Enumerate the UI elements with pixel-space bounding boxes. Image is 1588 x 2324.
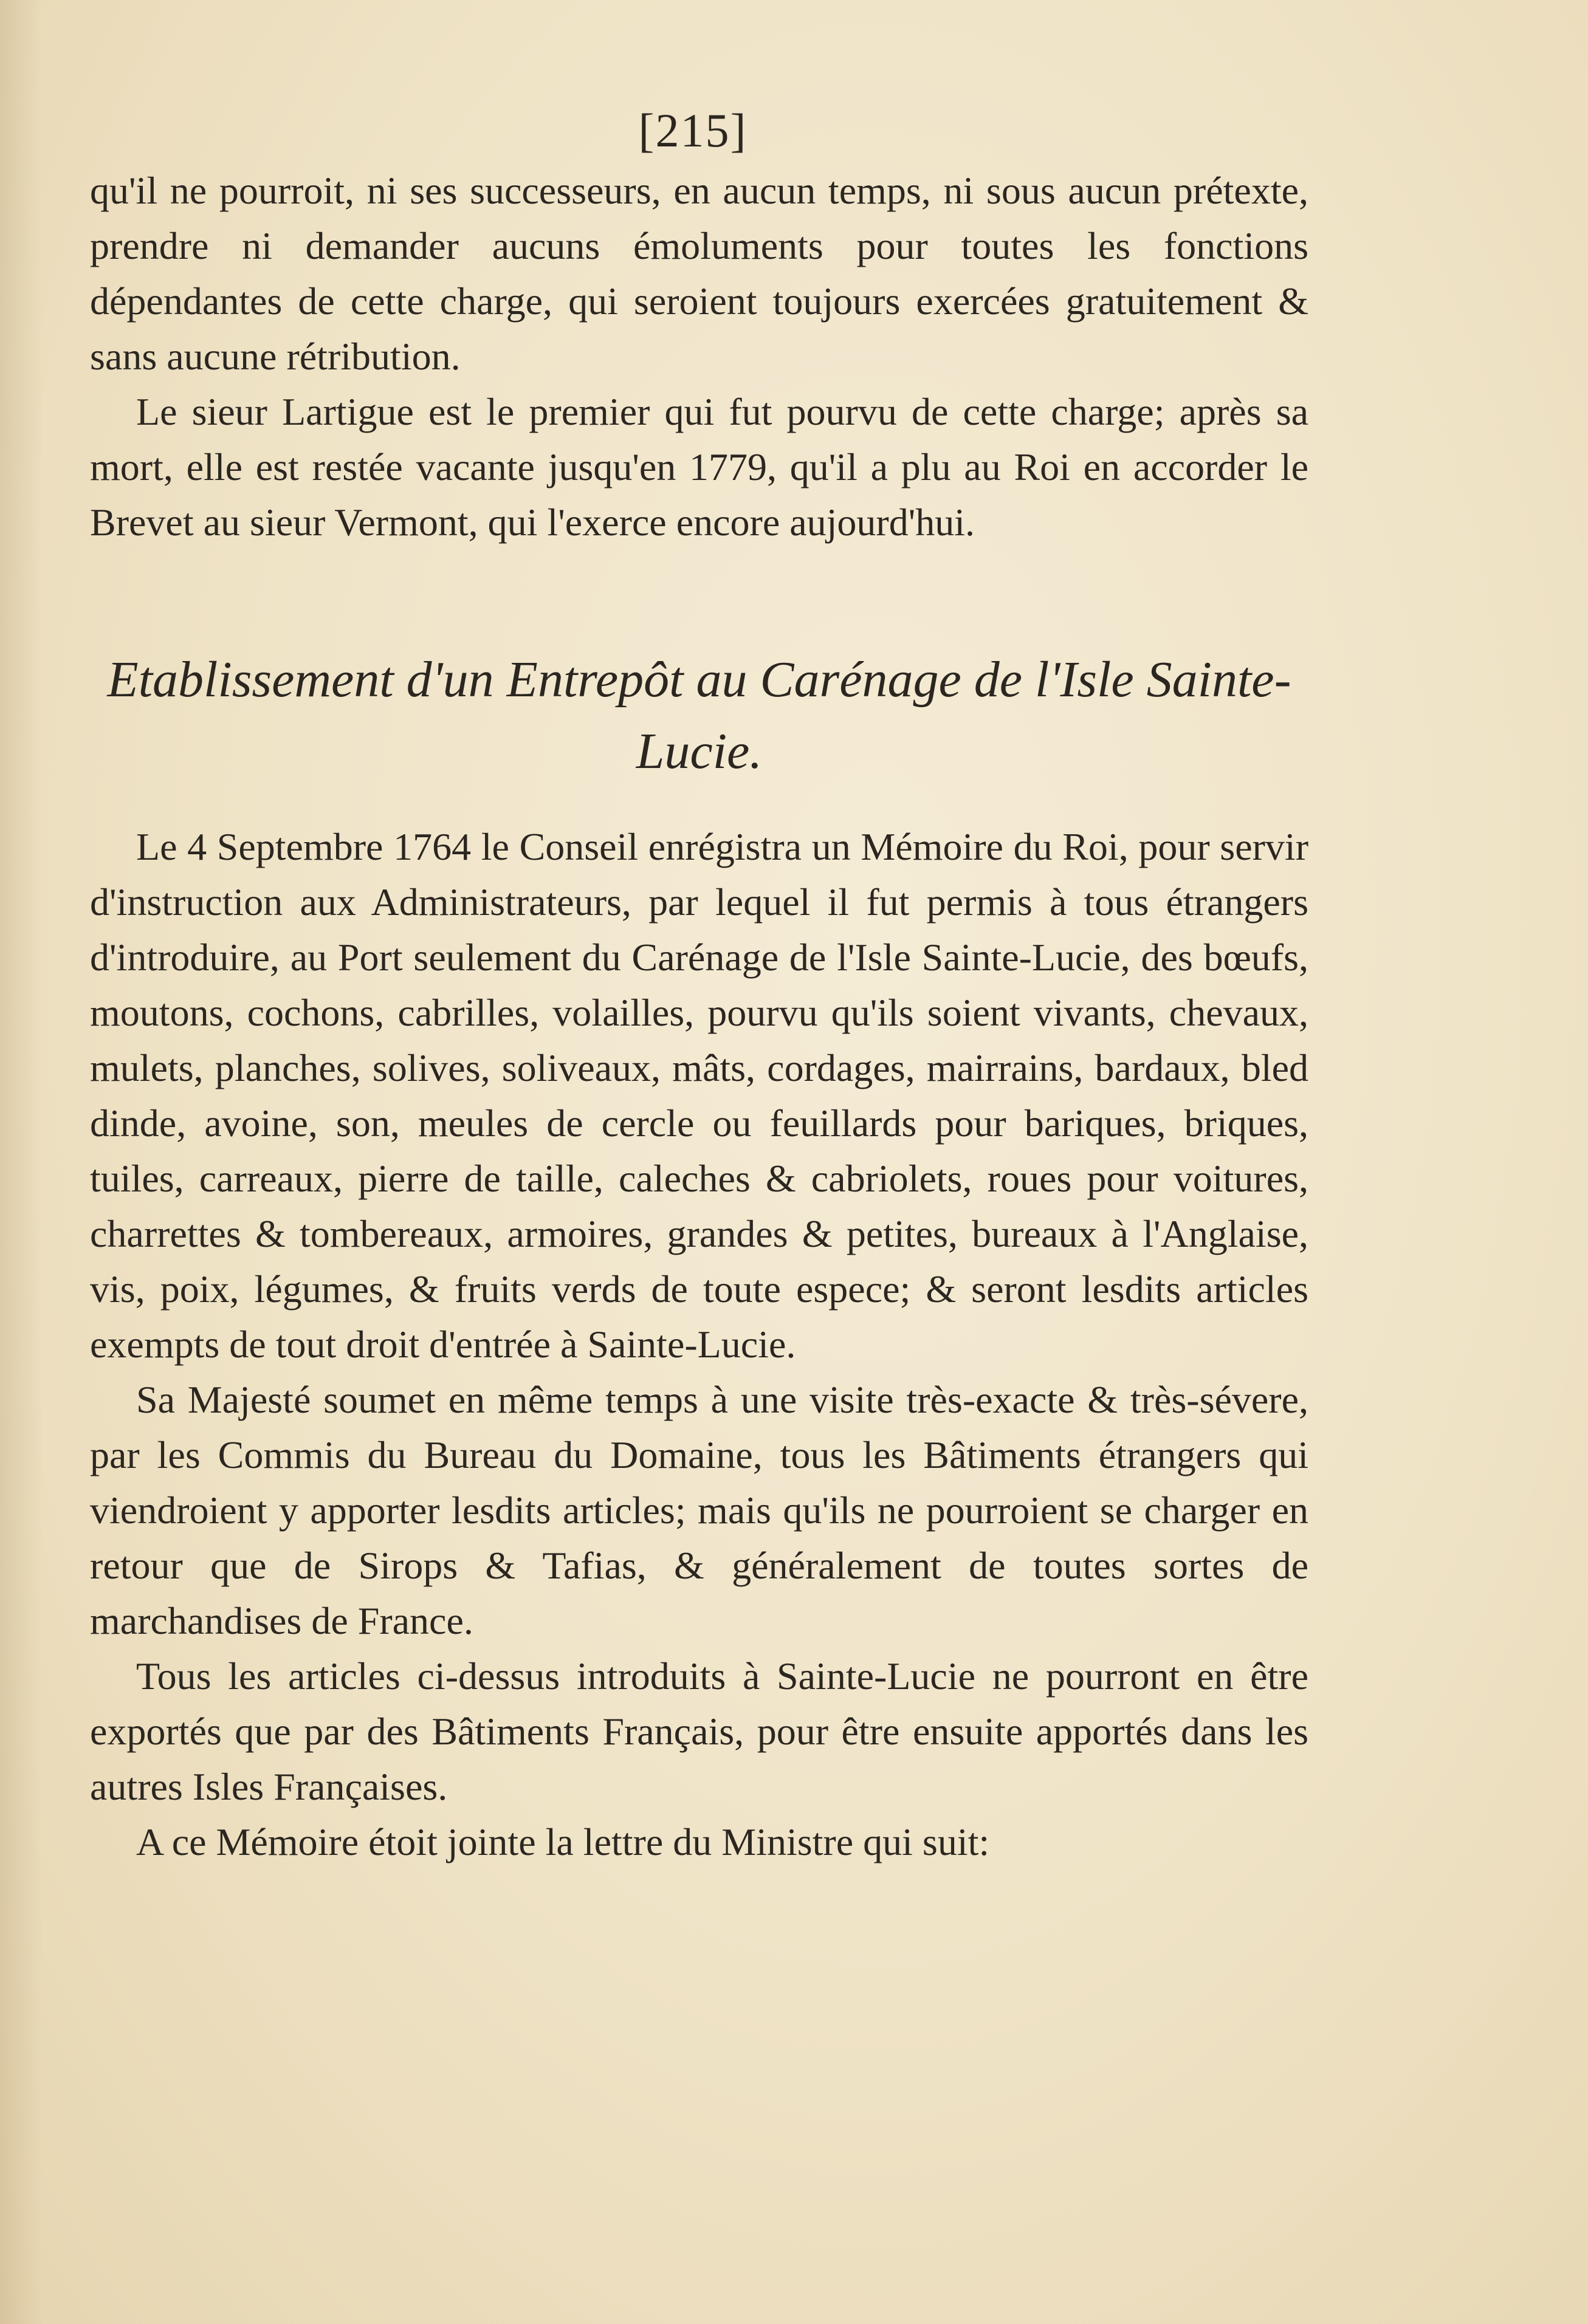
page-number: [215] xyxy=(638,104,748,157)
continuation-paragraph: qu'il ne pourroit, ni ses successeurs, en aucun temps, ni sous aucun prétexte, prendre ni demander aucuns émoluments pour toutes les fonctions dépendantes de cette charge, qui seroient toujours exercées gratuitement & sans aucune rétribution. xyxy=(90,169,1308,378)
page-edge-shadow xyxy=(0,0,43,2324)
section-heading-line-1: Etablissement d'un Entrepôt au Carénage de l'Isle Sainte- xyxy=(107,651,1291,708)
lettre-paragraph: A ce Mémoire étoit jointe la lettre du Ministre qui suit: xyxy=(136,1820,990,1863)
majeste-paragraph: Sa Majesté soumet en même temps à une visite très-exacte & très-sévere, par les Commis du Bureau du Domaine, tous les Bâtiments étrangers qui viendroient y apporter lesdits articles; mais qu'ils ne pourroient se charger en retour que de Sirops & Tafias, & généralement de toutes sortes de marchandises de France. xyxy=(90,1378,1308,1642)
text-block-bottom xyxy=(90,819,1308,1870)
tous-paragraph: Tous les articles ci-dessus introduits à Sainte-Lucie ne pourront en être exportés que par des Bâtiments Français, pour être ensuite apportés dans les autres Isles Françaises. xyxy=(90,1654,1308,1808)
section-heading xyxy=(90,644,1308,787)
memoire-paragraph: Le 4 Septembre 1764 le Conseil enrégistra un Mémoire du Roi, pour servir d'instruction aux Administrateurs, par lequel il fut permis à tous étrangers d'introduire, au Port seulement du Carénage de l'Isle Sainte-Lucie, des bœufs, moutons, cochons, cabrilles, volailles, pourvu qu'ils soient vivants, chevaux, mulets, planches, solives, soliveaux, mâts, cordages, mairrains, bardaux, bled dinde, avoine, son, meules de cercle ou feuillards pour bariques, briques, tuiles, carreaux, pierre de taille, caleches & cabriolets, roues pour voitures, charrettes & tombereaux, armoires, grandes & petites, bureaux à l'Anglaise, vis, poix, légumes, & fruits verds de toute espece; & seront lesdits articles exempts de tout droit d'entrée à Sainte-Lucie. xyxy=(90,825,1308,1366)
lartigue-paragraph: Le sieur Lartigue est le premier qui fut pourvu de cette charge; après sa mort, elle est restée vacante jusqu'en 1779, qu'il a plu au Roi en accorder le Brevet au sieur Vermont, qui l'exerce encore aujourd'hui. xyxy=(90,390,1308,544)
text-block-top xyxy=(90,163,1308,550)
section-heading-line-2: Lucie. xyxy=(636,723,763,780)
